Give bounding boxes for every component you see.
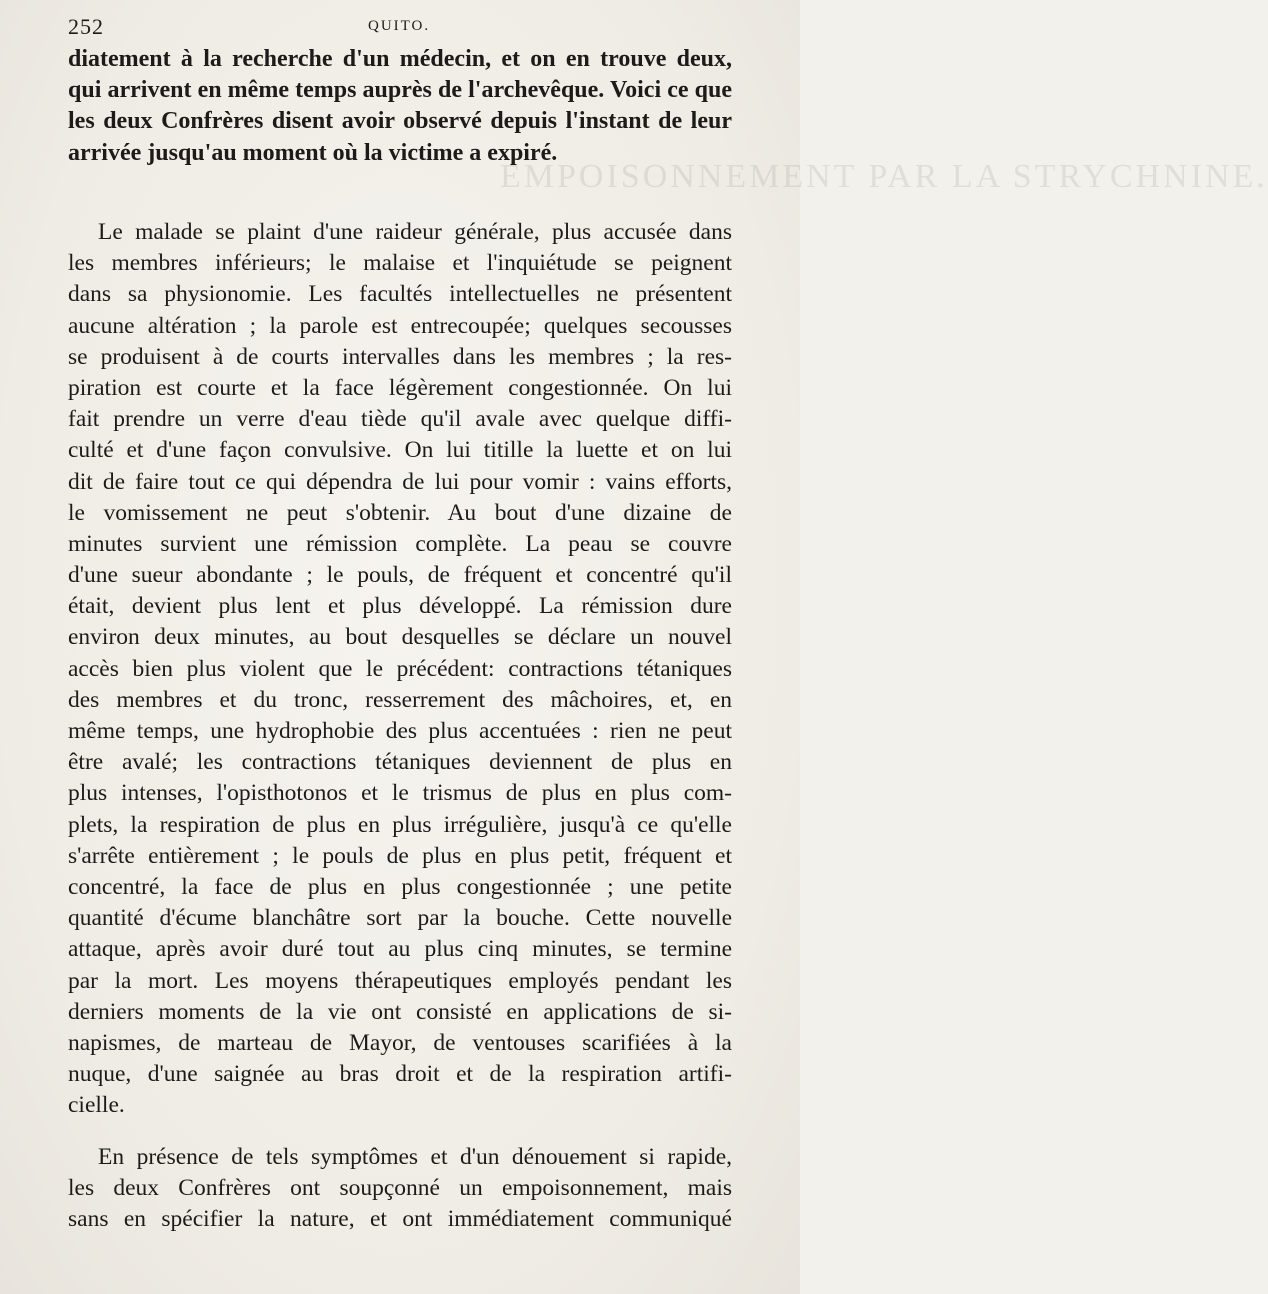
running-title: QUITO. xyxy=(368,18,431,34)
text-line: le vomissement ne peut s'obtenir. Au bout d'une dizaine de xyxy=(68,499,732,526)
text-line: sans en spécifier la nature, et ont immédiatement communiqué xyxy=(68,1206,732,1233)
text-line: environ deux minutes, au bout desquelles se déclare un nouvel xyxy=(68,624,732,651)
text-line: dans sa physionomie. Les facultés intellectuelles ne présentent xyxy=(68,281,732,308)
text-line: nuque, d'une saignée au bras droit et de la respiration artifi- xyxy=(68,1061,732,1088)
paragraph-intro xyxy=(68,44,732,169)
bleed-through-text: EMPOISONNEMENT PAR LA STRYCHNINE. xyxy=(500,158,1268,195)
text-line: qui arrivent en même temps auprès de l'archevêque. Voici ce que xyxy=(68,77,732,104)
text-line: plus intenses, l'opisthotonos et le trismus de plus en plus com- xyxy=(68,780,732,807)
text-line: des membres et du tronc, resserrement des mâchoires, et, en xyxy=(68,686,732,713)
text-line: diatement à la recherche d'un médecin, et on en trouve deux, xyxy=(68,46,732,72)
paragraph-conclusion xyxy=(68,1142,732,1236)
text-line: cielle. xyxy=(68,1092,125,1119)
text-line: Le malade se plaint d'une raideur générale, plus accusée dans xyxy=(98,219,732,245)
text-line: se produisent à de courts intervalles dans les membres ; la res- xyxy=(68,343,732,370)
text-line: était, devient plus lent et plus développé. La rémission dure xyxy=(68,593,732,620)
text-line: derniers moments de la vie ont consisté en applications de si- xyxy=(68,998,732,1025)
text-line: napismes, de marteau de Mayor, de ventouses scarifiées à la xyxy=(68,1029,732,1056)
text-line: les membres inférieurs; le malaise et l'inquiétude se peignent xyxy=(68,250,732,277)
text-line: piration est courte et la face légèrement congestionnée. On lui xyxy=(68,374,732,401)
text-line: arrivée jusqu'au moment où la victime a expiré. xyxy=(68,139,558,166)
text-line: plets, la respiration de plus en plus irrégulière, jusqu'à ce qu'elle xyxy=(68,811,732,838)
text-line: attaque, après avoir duré tout au plus cinq minutes, se termine xyxy=(68,936,732,963)
text-line: quantité d'écume blanchâtre sort par la bouche. Cette nouvelle xyxy=(68,905,732,932)
text-line: fait prendre un verre d'eau tiède qu'il avale avec quelque diffi- xyxy=(68,406,732,433)
text-line: les deux Confrères ont soupçonné un empoisonnement, mais xyxy=(68,1175,732,1202)
page-header xyxy=(68,14,730,44)
text-line: aucune altération ; la parole est entrecoupée; quelques secousses xyxy=(68,312,732,339)
text-line: être avalé; les contractions tétaniques deviennent de plus en xyxy=(68,749,732,776)
text-line: minutes survient une rémission complète. La peau se couvre xyxy=(68,530,732,557)
text-line: même temps, une hydrophobie des plus accentuées : rien ne peut xyxy=(68,718,732,744)
text-line: En présence de tels symptômes et d'un dénouement si rapide, xyxy=(98,1144,732,1170)
text-line: s'arrête entièrement ; le pouls de plus en plus petit, fréquent et xyxy=(68,842,732,869)
text-line: les deux Confrères disent avoir observé depuis l'instant de leur xyxy=(68,108,732,135)
text-line: d'une sueur abondante ; le pouls, de fréquent et concentré qu'il xyxy=(68,562,732,589)
paragraph-symptoms xyxy=(68,217,732,1121)
text-line: culté et d'une façon convulsive. On lui titille la luette et on lui xyxy=(68,437,732,464)
text-line: accès bien plus violent que le précédent: contractions tétaniques xyxy=(68,655,732,682)
page-number: 252 xyxy=(68,14,104,39)
text-line: dit de faire tout ce qui dépendra de lui pour vomir : vains efforts, xyxy=(68,468,732,495)
text-line: concentré, la face de plus en plus congestionnée ; une petite xyxy=(68,873,732,900)
text-line: par la mort. Les moyens thérapeutiques employés pendant les xyxy=(68,967,732,994)
